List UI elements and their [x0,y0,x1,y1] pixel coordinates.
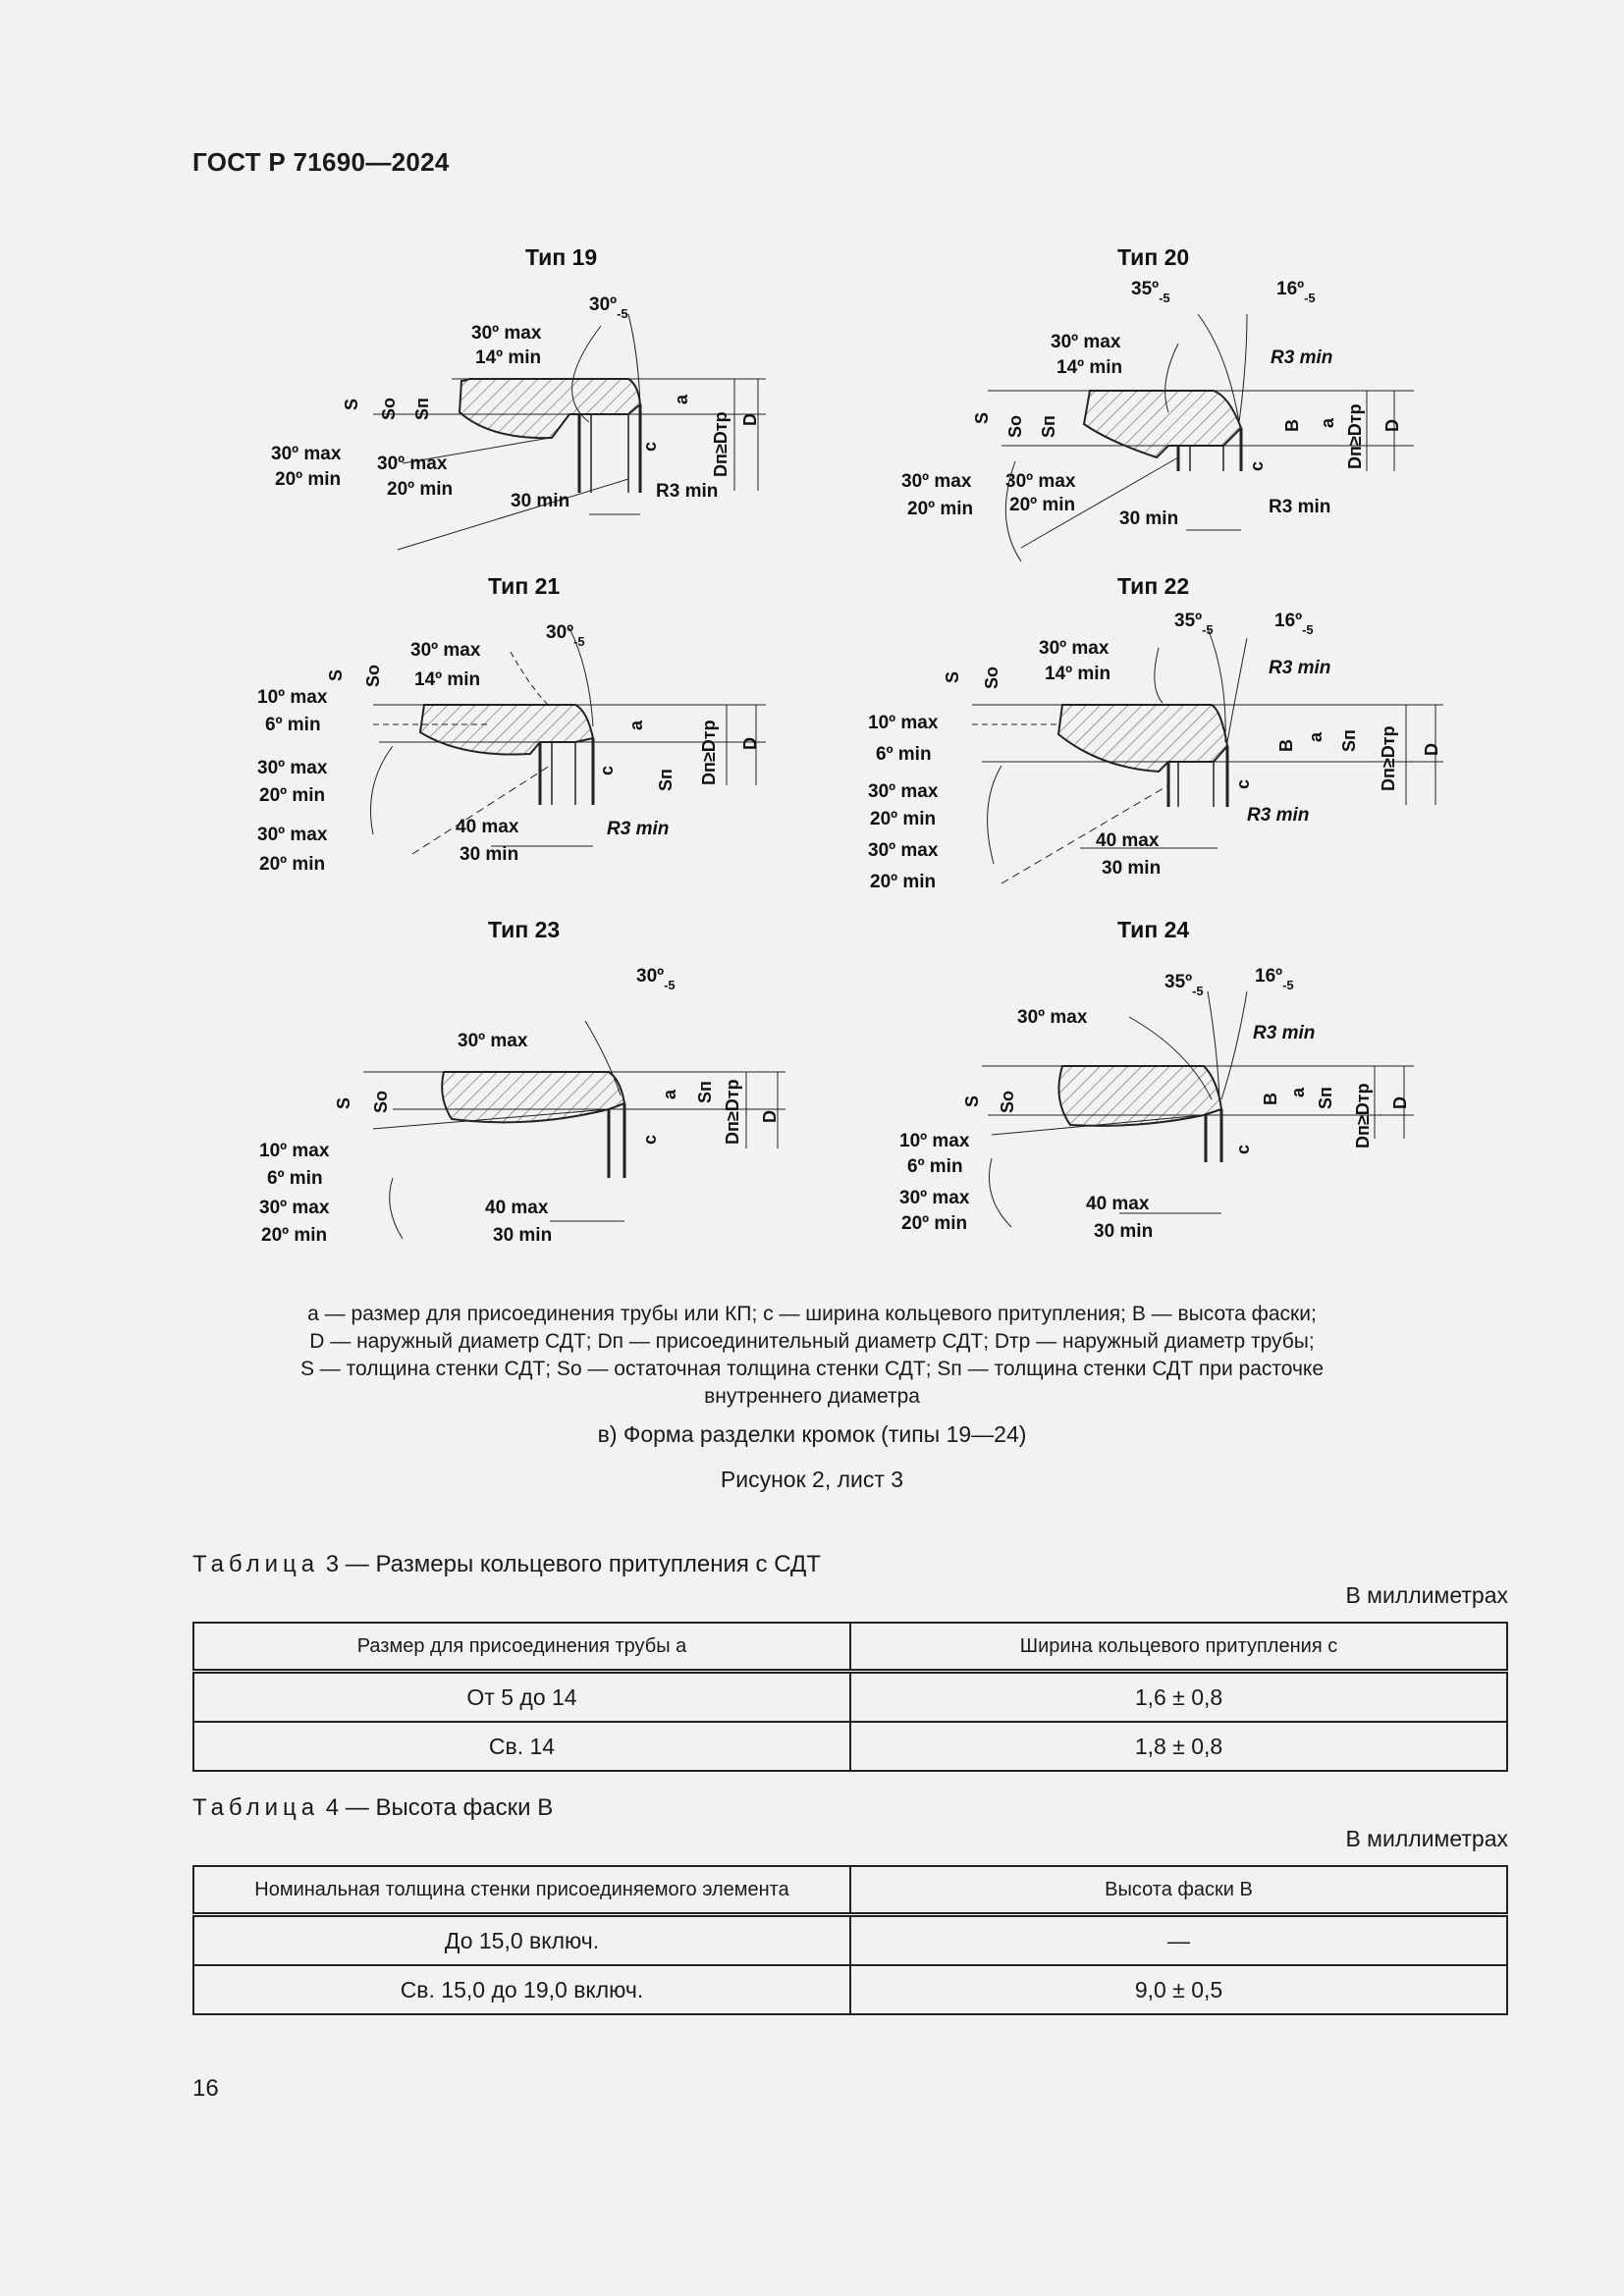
svg-text:Sо: Sо [379,397,399,420]
type-19-label: 30 min [511,491,570,511]
svg-text:Sп: Sп [1039,415,1058,438]
type-24-drawing [899,917,1414,1242]
type-19-label: 30º max [471,323,542,344]
table-4-label: Таблица [192,1794,320,1821]
table-cell: Св. 14 [193,1722,850,1771]
type-20-label: 20º min [907,499,974,519]
table-row [193,1722,1507,1771]
svg-text:Dп≥Dтр: Dп≥Dтр [1345,403,1365,469]
type-21-drawing [257,573,766,875]
type-21-label: 14º min [414,669,481,690]
type-19-title: Тип 19 [525,244,598,270]
svg-text:Sп: Sп [1339,729,1359,752]
svg-text:30º-5: 30º$_{-5}$ [546,622,585,649]
svg-text:S: S [326,668,346,681]
svg-text:D: D [1390,1096,1410,1109]
svg-text:D: D [1422,743,1441,756]
type-22-label: 20º min [870,809,937,829]
type-20-label: 30º max [1005,471,1076,492]
svg-text:D: D [760,1110,780,1123]
type-21-label: 20º min [259,854,326,875]
svg-text:B: B [1282,419,1302,432]
table-3 [192,1622,1508,1772]
table-header-row [193,1623,1507,1672]
svg-text:35º-5: 35º$_{-5}$ [1174,611,1214,637]
type-22-label: R3 min [1247,805,1310,826]
type-19-label: 20º min [387,479,454,500]
page-number: 16 [192,2075,219,2102]
svg-text:c: c [640,1134,660,1145]
svg-text:R3 min: R3 min [1271,347,1333,368]
figure-legend [245,1301,1379,1411]
table-4-caption [192,1794,553,1822]
type-22-title: Тип 22 [1117,573,1190,599]
type-23-label: 40 max [485,1198,549,1218]
svg-text:Sо: Sо [998,1090,1017,1113]
table-3-title: 3 — Размеры кольцевого притупления c СДТ [319,1551,821,1577]
svg-text:S: S [342,398,361,410]
svg-text:Sо: Sо [371,1090,391,1113]
svg-text:Dп≥Dтр: Dп≥Dтр [711,411,731,477]
table-3-caption [192,1551,821,1578]
type-19-label: 14º min [475,347,542,368]
type-21-label: 30º max [257,825,328,845]
svg-text:16º-5: 16º$_{-5}$ [1274,611,1314,637]
type-23-label: 10º max [259,1141,330,1161]
table-3-units: В миллиметрах [1345,1582,1508,1608]
type-21-label: 30 min [460,844,519,865]
table-cell: 9,0 ± 0,5 [850,1965,1507,2014]
legend-line: внутреннего диаметра [704,1385,920,1408]
svg-text:c: c [1233,778,1253,789]
svg-text:a: a [1318,417,1337,428]
figure-subcaption: в) Форма разделки кромок (типы 19—24) [597,1421,1027,1447]
table-cell: От 5 до 14 [193,1672,850,1723]
type-22-label: 30º max [868,840,939,861]
svg-text:35º-5: 35º$_{-5}$ [1131,279,1170,305]
table-cell: Св. 15,0 до 19,0 включ. [193,1965,850,2014]
column-header: Размер для присоединения трубы a [193,1623,850,1672]
table-row [193,1672,1507,1723]
type-21-label: 6º min [265,715,321,735]
type-22-label: 6º min [876,744,932,765]
type-22-label: 40 max [1096,830,1160,851]
svg-text:a: a [660,1089,679,1099]
svg-text:Dп≥Dтр: Dп≥Dтр [699,720,719,785]
svg-text:30º-5: 30º$_{-5}$ [636,966,676,992]
type-23-title: Тип 23 [488,917,561,942]
svg-text:c: c [1247,460,1267,471]
legend-line: a — размер для присоединения трубы или КП; c — ширина кольцевого притупления; B — высота фаски; [307,1303,1317,1325]
type-24-label: 30º max [899,1188,970,1208]
svg-text:Sп: Sп [656,769,676,791]
type-24-title: Тип 24 [1117,917,1190,942]
type-20-label: 30º max [901,471,972,492]
type-21-title: Тип 21 [488,573,561,599]
svg-text:S: S [972,411,992,424]
svg-text:a: a [1288,1087,1308,1097]
type-19-label: 30º max [271,444,342,464]
svg-text:a: a [1306,731,1326,742]
svg-text:Dп≥Dтр: Dп≥Dтр [723,1079,742,1145]
type-19-label: 30º max [377,454,448,474]
figure-caption: Рисунок 2, лист 3 [720,1467,904,1492]
type-20-label: 30º max [1051,332,1121,352]
type-24-label: 20º min [901,1213,968,1234]
table-row [193,1915,1507,1966]
table-cell: — [850,1915,1507,1966]
svg-text:D: D [740,737,760,750]
type-24-label: 30º max [1017,1007,1088,1028]
legend-line: D — наружный диаметр СДТ; Dп — присоединительный диаметр СДТ; Dтр — наружный диаметр трубы; [309,1330,1315,1353]
document-header: ГОСТ Р 71690—2024 [192,147,450,177]
svg-text:Sо: Sо [363,664,383,687]
svg-text:S: S [334,1096,353,1109]
svg-text:D: D [1382,419,1402,432]
svg-text:c: c [640,441,660,452]
type-20-label: 30 min [1119,508,1179,529]
svg-text:Dп≥Dтр: Dп≥Dтр [1379,725,1398,791]
type-19-drawing [271,244,766,550]
svg-text:c: c [597,765,617,775]
svg-text:Dп≥Dтр: Dп≥Dтр [1353,1083,1373,1148]
type-22-label: 20º min [870,872,937,892]
svg-text:R3 min: R3 min [1269,658,1331,678]
table-header-row [193,1866,1507,1915]
svg-text:D: D [740,413,760,426]
type-20-label: 20º min [1009,495,1076,515]
svg-text:Sо: Sо [982,666,1001,689]
svg-text:Sо: Sо [1005,414,1025,438]
type-22-label: 10º max [868,713,939,733]
type-21-label: R3 min [607,819,670,839]
type-19-label: 20º min [275,469,342,490]
table-3-label: Таблица [192,1551,320,1577]
type-24-label: 6º min [907,1156,963,1177]
type-22-label: 30 min [1102,858,1162,879]
column-header: Ширина кольцевого притупления c [850,1623,1507,1672]
svg-text:35º-5: 35º$_{-5}$ [1164,972,1204,998]
column-header: Номинальная толщина стенки присоединяемого элемента [193,1866,850,1915]
table-row [193,1965,1507,2014]
svg-text:B: B [1276,739,1296,752]
type-22-drawing [868,573,1443,892]
type-20-label: 14º min [1056,357,1123,378]
type-20-label: R3 min [1269,497,1331,517]
type-23-label: 20º min [261,1225,328,1246]
type-23-drawing [259,917,785,1246]
table-4 [192,1865,1508,2015]
type-21-label: 30º max [410,640,481,661]
type-20-title: Тип 20 [1117,244,1190,270]
type-21-label: 10º max [257,687,328,708]
svg-text:16º-5: 16º$_{-5}$ [1276,279,1316,305]
column-header: Высота фаски B [850,1866,1507,1915]
type-22-label: 30º max [868,781,939,802]
table-cell: До 15,0 включ. [193,1915,850,1966]
type-24-label: 30 min [1094,1221,1154,1242]
svg-text:S: S [943,670,962,683]
svg-text:a: a [672,394,691,404]
type-22-label: 14º min [1045,664,1111,684]
table-4-units: В миллиметрах [1345,1826,1508,1851]
type-19-label: R3 min [656,481,719,502]
svg-text:30º-5: 30º$_{-5}$ [589,294,628,321]
type-21-label: 40 max [456,817,519,837]
type-24-label: R3 min [1253,1023,1316,1043]
legend-line: S — толщина стенки СДТ; Sо — остаточная толщина стенки СДТ; Sп — толщина стенки СДТ при расточке [299,1358,1325,1380]
type-24-label: 40 max [1086,1194,1150,1214]
type-23-label: 30º max [458,1031,528,1051]
svg-text:Sп: Sп [695,1081,715,1103]
type-21-label: 30º max [257,758,328,778]
type-22-label: 30º max [1039,638,1110,659]
table-4-title: 4 — Высота фаски B [319,1794,554,1821]
table-cell: 1,8 ± 0,8 [850,1722,1507,1771]
type-21-label: 20º min [259,785,326,806]
svg-text:B: B [1261,1093,1280,1105]
type-23-label: 30º max [259,1198,330,1218]
svg-text:c: c [1233,1144,1253,1154]
type-24-label: 10º max [899,1131,970,1151]
svg-text:Sп: Sп [412,398,432,420]
svg-text:a: a [626,720,646,730]
svg-text:S: S [962,1095,982,1107]
type-23-label: 6º min [267,1168,323,1189]
svg-text:16º-5: 16º$_{-5}$ [1255,966,1294,992]
table-cell: 1,6 ± 0,8 [850,1672,1507,1723]
type-23-label: 30 min [493,1225,553,1246]
type-20-drawing [901,244,1414,561]
svg-text:Sп: Sп [1316,1087,1335,1109]
